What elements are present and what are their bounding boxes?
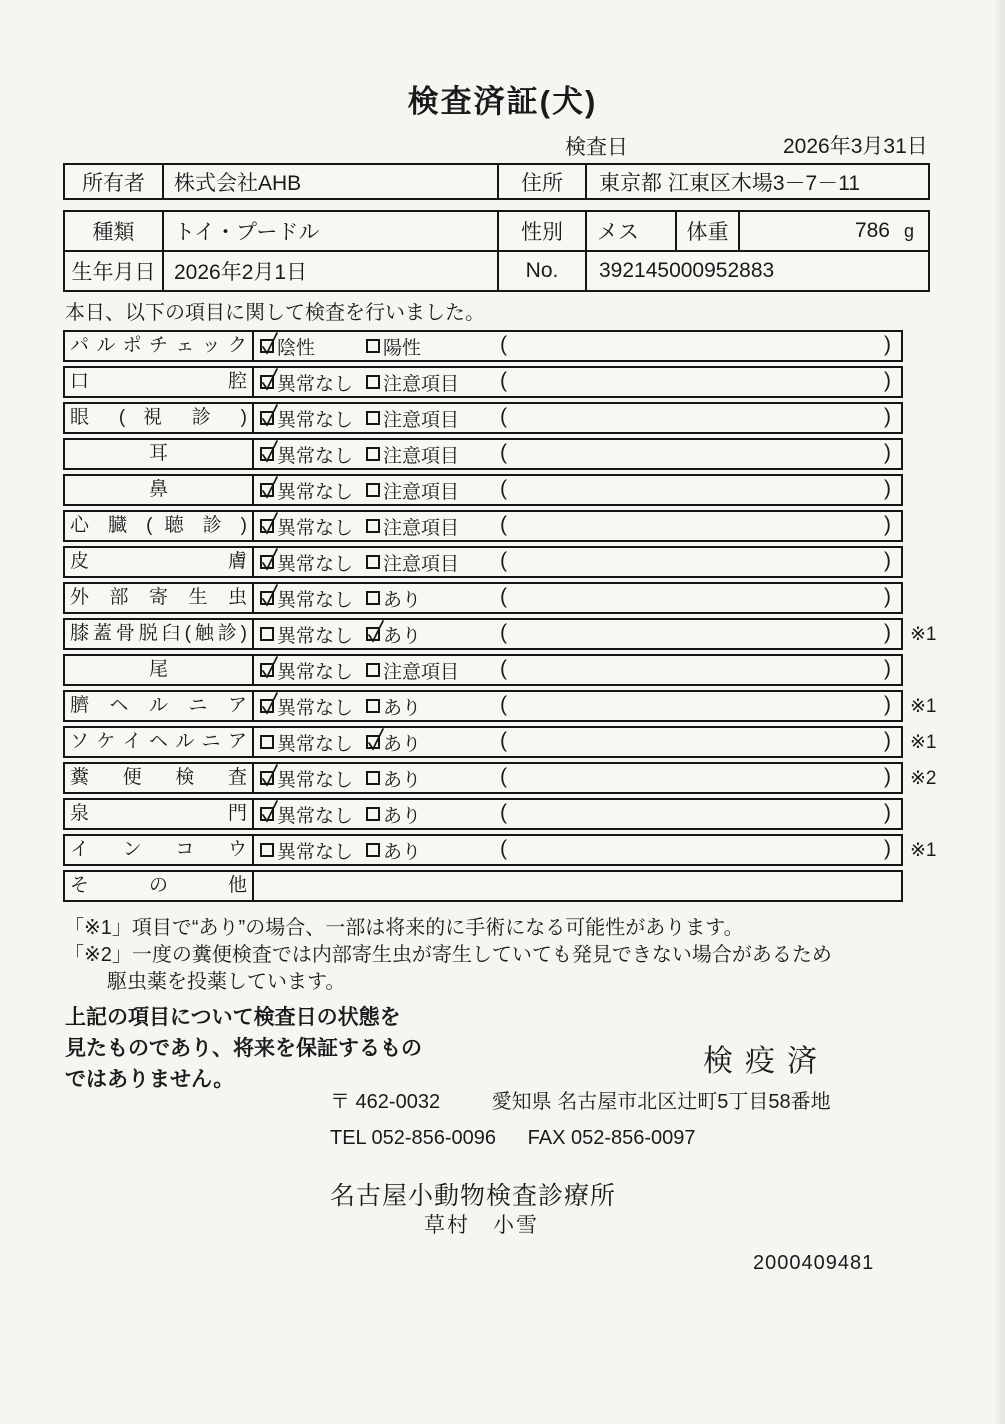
checkbox — [260, 483, 274, 497]
exam-item-label: 耳 — [65, 440, 254, 468]
check-mark-icon — [260, 474, 280, 500]
checkbox — [260, 699, 274, 713]
option-label: 注意項目 — [383, 481, 460, 503]
inspection-date-value: 2026年3月31日 — [783, 135, 928, 158]
exam-option-1 — [260, 656, 353, 684]
exam-row-content — [254, 440, 901, 468]
result-paren-close: ) — [884, 693, 891, 716]
result-paren-open: ( — [500, 693, 507, 716]
option-label: 異常なし — [277, 841, 354, 863]
option-label: 異常なし — [277, 553, 354, 575]
result-paren-close: ) — [884, 765, 891, 788]
option-label: 異常なし — [277, 661, 354, 683]
exam-option-2 — [366, 332, 421, 360]
exam-row — [63, 618, 937, 650]
checkbox — [366, 627, 380, 641]
checkbox — [366, 807, 380, 821]
result-paren-close: ) — [884, 801, 891, 824]
option-label: 異常なし — [277, 517, 354, 539]
exam-row-content — [254, 332, 901, 360]
exam-item-label: 膝蓋骨脱臼(触診) — [65, 620, 254, 648]
exam-row — [63, 798, 903, 830]
sex-label: 性別 — [499, 212, 587, 250]
option-label: 注意項目 — [383, 445, 460, 467]
checkbox — [366, 483, 380, 497]
checkbox — [260, 375, 274, 389]
footnote-marker: ※1 — [910, 840, 937, 861]
footnote-marker: ※1 — [910, 732, 937, 753]
clinic-fax: FAX 052-856-0097 — [527, 1127, 696, 1149]
checkbox — [260, 735, 274, 749]
result-paren-open: ( — [500, 585, 507, 608]
exam-option-1 — [260, 620, 353, 648]
exam-item-label: 外 部 寄 生 虫 — [65, 584, 254, 612]
exam-table — [63, 330, 937, 906]
checkbox — [260, 843, 274, 857]
clinic-address: 愛知県 名古屋市北区辻町5丁目58番地 — [491, 1091, 831, 1113]
exam-row-content — [254, 764, 901, 792]
result-paren-open: ( — [500, 333, 507, 356]
option-label: 異常なし — [277, 409, 354, 431]
checkbox — [260, 555, 274, 569]
option-label: あり — [383, 697, 422, 719]
exam-option-1 — [260, 440, 353, 468]
veterinarian-name: 草村 小雪 — [424, 1214, 539, 1237]
exam-option-2 — [366, 764, 421, 792]
result-paren-open: ( — [500, 441, 507, 464]
exam-row-content — [254, 404, 901, 432]
exam-item-label: 尾 — [65, 656, 254, 684]
checkbox — [366, 519, 380, 533]
checkbox — [366, 735, 380, 749]
checkbox — [260, 591, 274, 605]
breed-label: 種類 — [65, 212, 164, 250]
exam-option-1 — [260, 476, 353, 504]
pet-row-birth — [65, 252, 928, 290]
result-paren-open: ( — [500, 369, 507, 392]
address-label: 住所 — [499, 165, 587, 198]
exam-row-content — [254, 836, 901, 864]
quarantine-stamp: 検疫済 — [703, 1045, 829, 1078]
exam-row — [63, 690, 937, 722]
result-paren-close: ) — [884, 621, 891, 644]
exam-row-content — [254, 728, 901, 756]
option-label: 異常なし — [277, 445, 354, 467]
result-paren-close: ) — [884, 657, 891, 680]
exam-row — [63, 870, 903, 902]
breed-value: トイ・プードル — [164, 212, 499, 250]
exam-row-content — [254, 368, 901, 396]
owner-table — [63, 163, 930, 200]
result-paren-close: ) — [884, 729, 891, 752]
owner-label: 所有者 — [65, 165, 164, 198]
result-paren-open: ( — [500, 765, 507, 788]
exam-option-1 — [260, 764, 353, 792]
weight-label: 体重 — [677, 212, 740, 250]
exam-row-content — [254, 476, 901, 504]
exam-row — [63, 330, 903, 362]
exam-row-content — [254, 548, 901, 576]
option-label: 注意項目 — [383, 661, 460, 683]
exam-item-label: 眼 ( 視 診 ) — [65, 404, 254, 432]
result-paren-open: ( — [500, 477, 507, 500]
exam-row — [63, 438, 903, 470]
exam-option-2 — [366, 620, 421, 648]
result-paren-close: ) — [884, 549, 891, 572]
exam-row — [63, 402, 903, 434]
option-label: 異常なし — [277, 481, 354, 503]
checkbox — [260, 519, 274, 533]
weight-number: 786 — [854, 219, 890, 242]
no-label: No. — [499, 252, 587, 290]
exam-row-content — [254, 512, 901, 540]
check-mark-icon — [260, 762, 280, 788]
result-paren-close: ) — [884, 405, 891, 428]
exam-item-label: 鼻 — [65, 476, 254, 504]
exam-row-content — [254, 800, 901, 828]
clinic-postal-code: 〒 462-0032 — [330, 1091, 441, 1113]
option-label: 異常なし — [277, 805, 354, 827]
checkbox — [366, 411, 380, 425]
exam-option-1 — [260, 800, 353, 828]
check-mark-icon — [260, 546, 280, 572]
exam-option-1 — [260, 836, 353, 864]
option-label: 注意項目 — [383, 373, 460, 395]
option-label: あり — [383, 589, 422, 611]
option-label: 陽性 — [383, 337, 422, 359]
no-value: 392145000952883 — [599, 259, 775, 282]
checkbox — [366, 447, 380, 461]
exam-row — [63, 654, 903, 686]
inspection-date-label: 検査日 — [565, 136, 628, 159]
option-label: 異常なし — [277, 373, 354, 395]
option-label: あり — [383, 769, 422, 791]
exam-item-label: イ ン コ ウ — [65, 836, 254, 864]
exam-option-2 — [366, 836, 421, 864]
footnote-2: 「※2」一度の糞便検査では内部寄生虫が寄生していても発見できない場合があるため 駆虫薬を投薬しています。 — [64, 944, 832, 993]
result-paren-close: ) — [884, 441, 891, 464]
exam-option-2 — [366, 692, 421, 720]
pet-info-table — [63, 210, 930, 292]
checkbox — [260, 411, 274, 425]
sex-value: メス — [587, 212, 677, 250]
exam-option-1 — [260, 404, 353, 432]
exam-option-2 — [366, 548, 459, 576]
check-mark-icon — [260, 510, 280, 536]
footnote-marker: ※2 — [910, 768, 937, 789]
checkbox — [366, 699, 380, 713]
result-paren-open: ( — [500, 657, 507, 680]
exam-item-label: ソ ケ イ ヘ ル ニ ア — [65, 728, 254, 756]
result-paren-open: ( — [500, 837, 507, 860]
exam-option-1 — [260, 584, 353, 612]
exam-option-2 — [366, 404, 459, 432]
exam-item-label: 皮 膚 — [65, 548, 254, 576]
exam-option-2 — [366, 512, 459, 540]
exam-row — [63, 510, 903, 542]
checkbox — [366, 771, 380, 785]
checkbox — [260, 447, 274, 461]
exam-option-2 — [366, 476, 459, 504]
check-mark-icon — [366, 726, 386, 752]
clinic-name: 名古屋小動物検査診療所 — [330, 1182, 617, 1210]
result-paren-open: ( — [500, 549, 507, 572]
exam-option-2 — [366, 440, 459, 468]
exam-item-label: 泉 門 — [65, 800, 254, 828]
option-label: あり — [383, 841, 422, 863]
exam-option-1 — [260, 692, 353, 720]
exam-option-2 — [366, 584, 421, 612]
check-mark-icon — [366, 618, 386, 644]
exam-row-content — [254, 872, 901, 900]
option-label: 異常なし — [277, 733, 354, 755]
clinic-address-line — [330, 1085, 831, 1114]
check-mark-icon — [260, 366, 280, 392]
result-paren-close: ) — [884, 513, 891, 536]
result-paren-close: ) — [884, 333, 891, 356]
exam-item-label: 口 腔 — [65, 368, 254, 396]
exam-option-1 — [260, 548, 353, 576]
disclaimer-text: 上記の項目について検査日の状態を 見たものであり、将来を保証するもの ではありません。 — [65, 1006, 422, 1091]
exam-option-1 — [260, 728, 353, 756]
exam-row — [63, 762, 937, 794]
exam-row — [63, 726, 937, 758]
clinic-tel: TEL 052-856-0096 — [330, 1127, 497, 1149]
footnote-marker: ※1 — [910, 696, 937, 717]
exam-row — [63, 582, 903, 614]
exam-option-2 — [366, 800, 421, 828]
option-label: 注意項目 — [383, 517, 460, 539]
birth-value: 2026年2月1日 — [164, 252, 499, 290]
option-label: あり — [383, 625, 422, 647]
exam-option-1 — [260, 368, 353, 396]
checkbox — [366, 555, 380, 569]
exam-row — [63, 546, 903, 578]
footnotes — [64, 915, 832, 996]
result-paren-open: ( — [500, 621, 507, 644]
address-value: 東京都 江東区木場3－7－11 — [599, 171, 860, 195]
birth-label: 生年月日 — [65, 252, 164, 290]
exam-option-1 — [260, 512, 353, 540]
pet-row-breed — [65, 212, 928, 252]
check-mark-icon — [260, 330, 280, 356]
checkbox — [366, 339, 380, 353]
intro-text: 本日、以下の項目に関して検査を行いました。 — [65, 302, 485, 324]
result-paren-close: ) — [884, 837, 891, 860]
option-label: 注意項目 — [383, 553, 460, 575]
weight-unit: g — [903, 220, 914, 241]
option-label: 注意項目 — [383, 409, 460, 431]
checkbox — [260, 771, 274, 785]
result-paren-close: ) — [884, 369, 891, 392]
exam-item-label: パ ル ポ チ ェ ッ ク — [65, 332, 254, 360]
check-mark-icon — [260, 402, 280, 428]
exam-row — [63, 834, 937, 866]
check-mark-icon — [260, 582, 280, 608]
result-paren-open: ( — [500, 729, 507, 752]
check-mark-icon — [260, 654, 280, 680]
check-mark-icon — [260, 798, 280, 824]
result-paren-open: ( — [500, 405, 507, 428]
exam-option-2 — [366, 368, 459, 396]
page-title: 検査済証(犬) — [407, 84, 598, 119]
checkbox — [366, 375, 380, 389]
result-paren-open: ( — [500, 513, 507, 536]
checkbox — [260, 807, 274, 821]
exam-row-content — [254, 692, 901, 720]
exam-item-label: 心 臓 ( 聴 診 ) — [65, 512, 254, 540]
result-paren-open: ( — [500, 801, 507, 824]
checkbox — [260, 663, 274, 677]
exam-row-content — [254, 656, 901, 684]
exam-item-label: 糞 便 検 査 — [65, 764, 254, 792]
exam-option-1 — [260, 332, 315, 360]
exam-option-2 — [366, 728, 421, 756]
exam-option-2 — [366, 656, 459, 684]
clinic-phone-line — [330, 1127, 696, 1150]
exam-row — [63, 474, 903, 506]
scan-edge-shadow — [993, 0, 1005, 1424]
result-paren-close: ) — [884, 585, 891, 608]
exam-item-label: 臍 ヘ ル ニ ア — [65, 692, 254, 720]
checkbox — [260, 627, 274, 641]
check-mark-icon — [260, 690, 280, 716]
result-paren-close: ) — [884, 477, 891, 500]
exam-row-content — [254, 584, 901, 612]
check-mark-icon — [260, 438, 280, 464]
option-label: 異常なし — [277, 769, 354, 791]
option-label: 異常なし — [277, 589, 354, 611]
footnote-marker: ※1 — [910, 624, 937, 645]
option-label: あり — [383, 805, 422, 827]
option-label: あり — [383, 733, 422, 755]
serial-number: 2000409481 — [753, 1252, 875, 1274]
owner-value: 株式会社AHB — [164, 165, 499, 198]
checkbox — [366, 663, 380, 677]
option-label: 異常なし — [277, 625, 354, 647]
exam-item-label: そ の 他 — [65, 872, 254, 900]
option-label: 異常なし — [277, 697, 354, 719]
option-label: 陰性 — [277, 337, 316, 359]
exam-row-content — [254, 620, 901, 648]
checkbox — [366, 591, 380, 605]
weight-value — [740, 212, 928, 250]
checkbox — [260, 339, 274, 353]
exam-row — [63, 366, 903, 398]
checkbox — [366, 843, 380, 857]
footnote-1: 「※1」項目で“あり”の場合、一部は将来的に手術になる可能性があります。 — [64, 917, 744, 939]
